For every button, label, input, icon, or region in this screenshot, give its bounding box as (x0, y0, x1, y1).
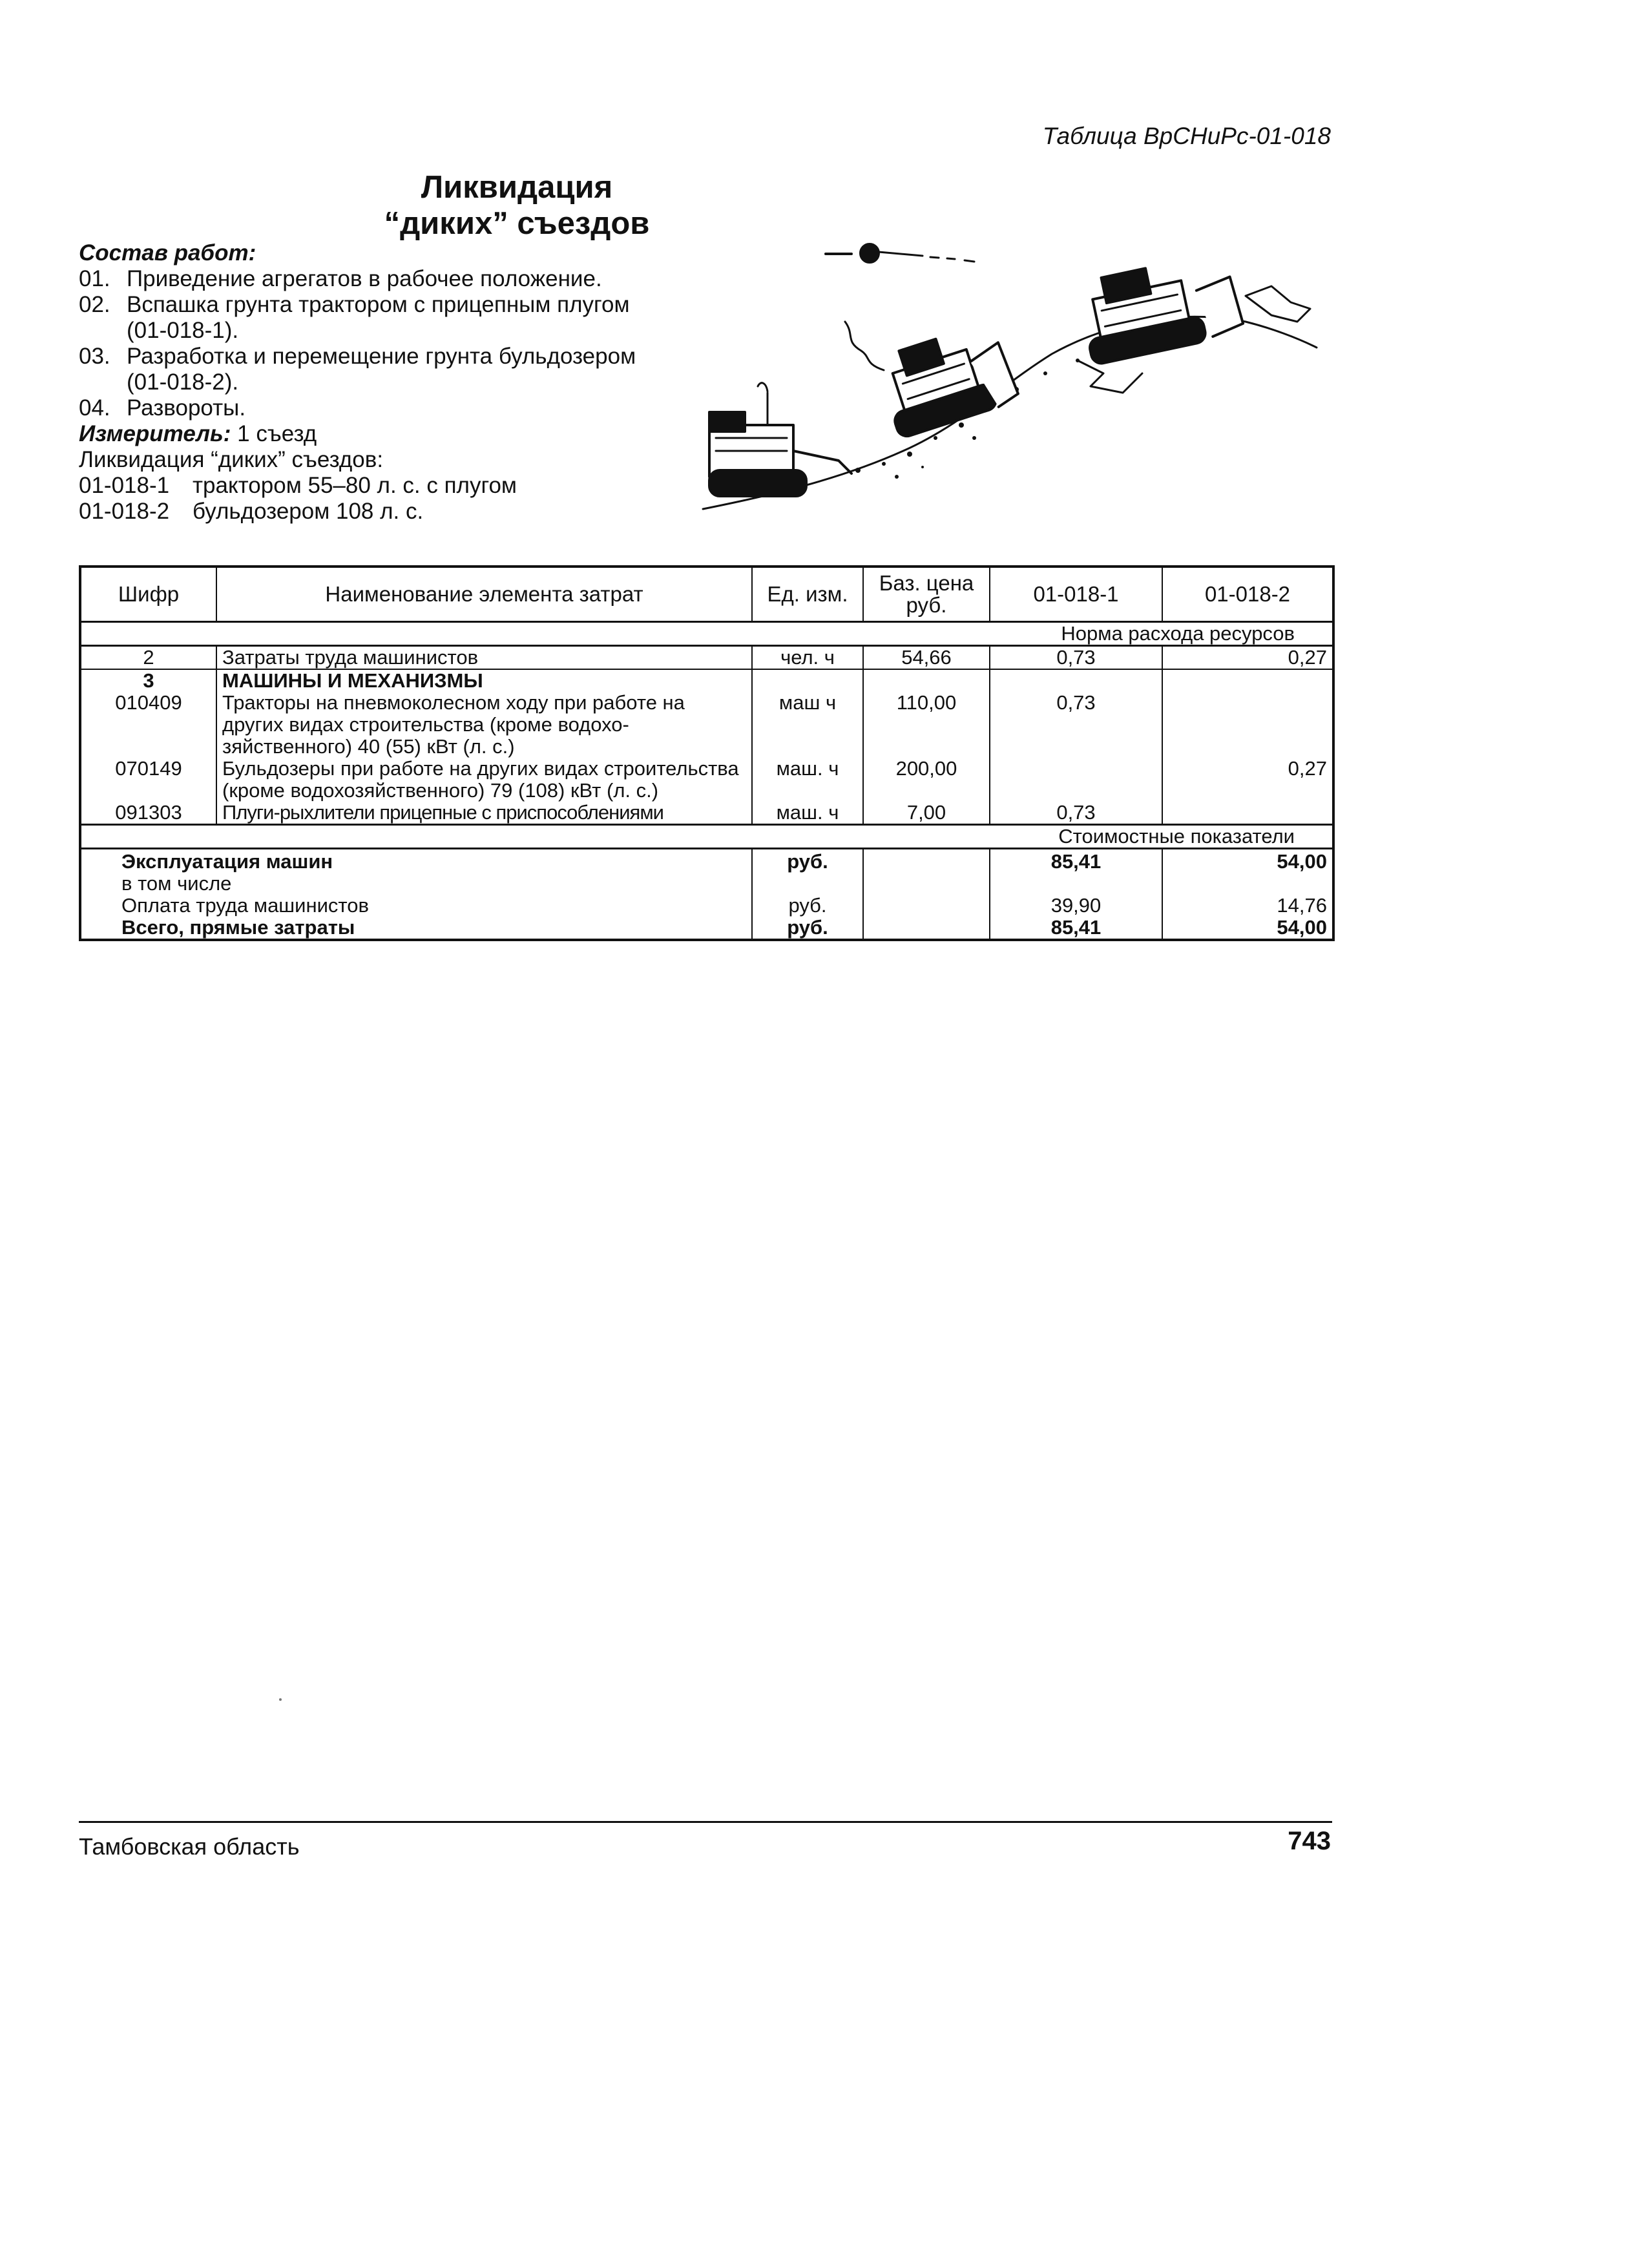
cell-variant-1 (990, 669, 1162, 692)
summary-variant-2: 54,00 (1162, 849, 1333, 873)
table-row (80, 758, 1333, 802)
cell-price (863, 669, 990, 692)
col-header-variant-2: 01-018-2 (1162, 567, 1333, 622)
page-number: 743 (1288, 1827, 1331, 1855)
summary-row (80, 849, 1333, 873)
bulldozer-middle-icon (874, 320, 1020, 439)
cell-unit: чел. ч (752, 646, 863, 670)
cell-variant-2 (1162, 692, 1333, 758)
band-norms: Норма расхода ресурсов (80, 622, 1333, 646)
cell-price: 200,00 (863, 758, 990, 802)
summary-variant-1: 85,41 (990, 917, 1162, 940)
title-line-2: “диких” съездов (384, 206, 650, 241)
work-item (79, 344, 699, 369)
summary-label: в том числе (80, 873, 752, 895)
meter-value: 1 съезд (231, 421, 317, 446)
col-header-unit: Ед. изм. (752, 567, 863, 622)
cell-name: Бульдозеры при работе на других видах строительства (кроме водохозяйственного) 79 (108) кВт (л. с.) (216, 758, 752, 802)
cell-code: 010409 (80, 692, 216, 758)
summary-variant-2: 14,76 (1162, 895, 1333, 917)
summary-variant-1: 39,90 (990, 895, 1162, 917)
work-item-text: Разработка и перемещение грунта бульдозером (127, 344, 636, 369)
meter-label: Измеритель: (79, 421, 231, 446)
cell-code: 2 (80, 646, 216, 670)
summary-unit (752, 873, 863, 895)
variant-line (79, 499, 699, 525)
table-row (80, 692, 1333, 758)
variant-text: бульдозером 108 л. с. (193, 499, 424, 524)
cell-code: 3 (80, 669, 216, 692)
table-row (80, 802, 1333, 825)
bulldozer-upper-icon (1076, 251, 1245, 365)
footer-divider (79, 1821, 1332, 1823)
summary-label: Всего, прямые затраты (80, 917, 752, 940)
variant-code: 01-018-1 (79, 473, 170, 498)
page-title (336, 169, 698, 242)
col-header-price (863, 567, 990, 622)
work-composition (79, 240, 699, 525)
title-line-1: Ликвидация (421, 170, 613, 205)
variant-text: трактором 55–80 л. с. с плугом (193, 473, 517, 498)
summary-variant-2 (1162, 873, 1333, 895)
work-item-number: 04. (79, 395, 110, 421)
cell-variant-2 (1162, 669, 1333, 692)
summary-unit: руб. (752, 895, 863, 917)
summary-price (863, 917, 990, 940)
band-row-norms (80, 622, 1333, 646)
col-header-price-line-2: руб. (906, 593, 947, 617)
summary-row (80, 895, 1333, 917)
cell-code: 070149 (80, 758, 216, 802)
work-item (79, 292, 699, 318)
cell-code: 091303 (80, 802, 216, 825)
cell-name: МАШИНЫ И МЕХАНИЗМЫ (216, 669, 752, 692)
cell-variant-1: 0,73 (990, 646, 1162, 670)
summary-variant-1 (990, 873, 1162, 895)
table-row (80, 646, 1333, 670)
variant-line (79, 473, 699, 499)
meter (79, 421, 699, 447)
cell-price: 110,00 (863, 692, 990, 758)
cell-name: Затраты труда машинистов (216, 646, 752, 670)
work-item (79, 266, 699, 292)
summary-row (80, 917, 1333, 940)
work-item-number: 01. (79, 266, 110, 291)
variants-title: Ликвидация “диких” съездов: (79, 447, 384, 472)
work-item-continuation: (01-018-1). (127, 318, 239, 343)
summary-unit: руб. (752, 917, 863, 940)
work-item (79, 395, 699, 421)
scan-speck (279, 1698, 282, 1701)
variant-code: 01-018-2 (79, 499, 170, 524)
cell-unit: маш. ч (752, 802, 863, 825)
footer-region: Тамбовская область (79, 1833, 300, 1860)
col-header-variant-1: 01-018-1 (990, 567, 1162, 622)
cell-variant-1: 0,73 (990, 802, 1162, 825)
col-header-code: Шифр (80, 567, 216, 622)
cell-variant-1 (990, 758, 1162, 802)
table-row (80, 669, 1333, 692)
band-costs: Стоимостные показатели (80, 825, 1333, 849)
summary-row (80, 873, 1333, 895)
summary-variant-1: 85,41 (990, 849, 1162, 873)
work-heading: Состав работ: (79, 240, 256, 265)
work-item-continuation: (01-018-2). (127, 369, 239, 395)
cell-name: Тракторы на пневмоколесном ходу при работе на других видах строительства (кроме водохо-зяйственного) 40 (55) кВт (л. с.) (216, 692, 752, 758)
cell-unit: маш. ч (752, 758, 863, 802)
band-row-costs (80, 825, 1333, 849)
table-reference: Таблица ВрСНиРс-01-018 (1042, 123, 1331, 149)
summary-price (863, 849, 990, 873)
col-header-price-line-1: Баз. цена (879, 571, 974, 595)
work-item-text: Развороты. (127, 395, 246, 421)
summary-label: Эксплуатация машин (80, 849, 752, 873)
cell-unit: маш ч (752, 692, 863, 758)
cell-variant-2: 0,27 (1162, 758, 1333, 802)
summary-variant-2: 54,00 (1162, 917, 1333, 940)
summary-price (863, 895, 990, 917)
col-header-name: Наименование элемента затрат (216, 567, 752, 622)
work-item-number: 02. (79, 292, 110, 317)
cell-variant-2 (1162, 802, 1333, 825)
summary-price (863, 873, 990, 895)
work-item-text: Вспашка грунта трактором с прицепным плугом (127, 292, 630, 317)
cell-unit (752, 669, 863, 692)
work-item-number: 03. (79, 344, 110, 369)
cell-variant-1: 0,73 (990, 692, 1162, 758)
table-header-row (80, 567, 1333, 622)
cell-name: Плуги-рыхлители прицепные с приспособлениями (216, 802, 752, 825)
cell-price: 54,66 (863, 646, 990, 670)
cost-table (79, 565, 1335, 941)
work-item-text: Приведение агрегатов в рабочее положение. (127, 266, 602, 291)
cell-price: 7,00 (863, 802, 990, 825)
cell-variant-2: 0,27 (1162, 646, 1333, 670)
bulldozer-illustration (690, 225, 1320, 528)
summary-label: Оплата труда машинистов (80, 895, 752, 917)
summary-unit: руб. (752, 849, 863, 873)
